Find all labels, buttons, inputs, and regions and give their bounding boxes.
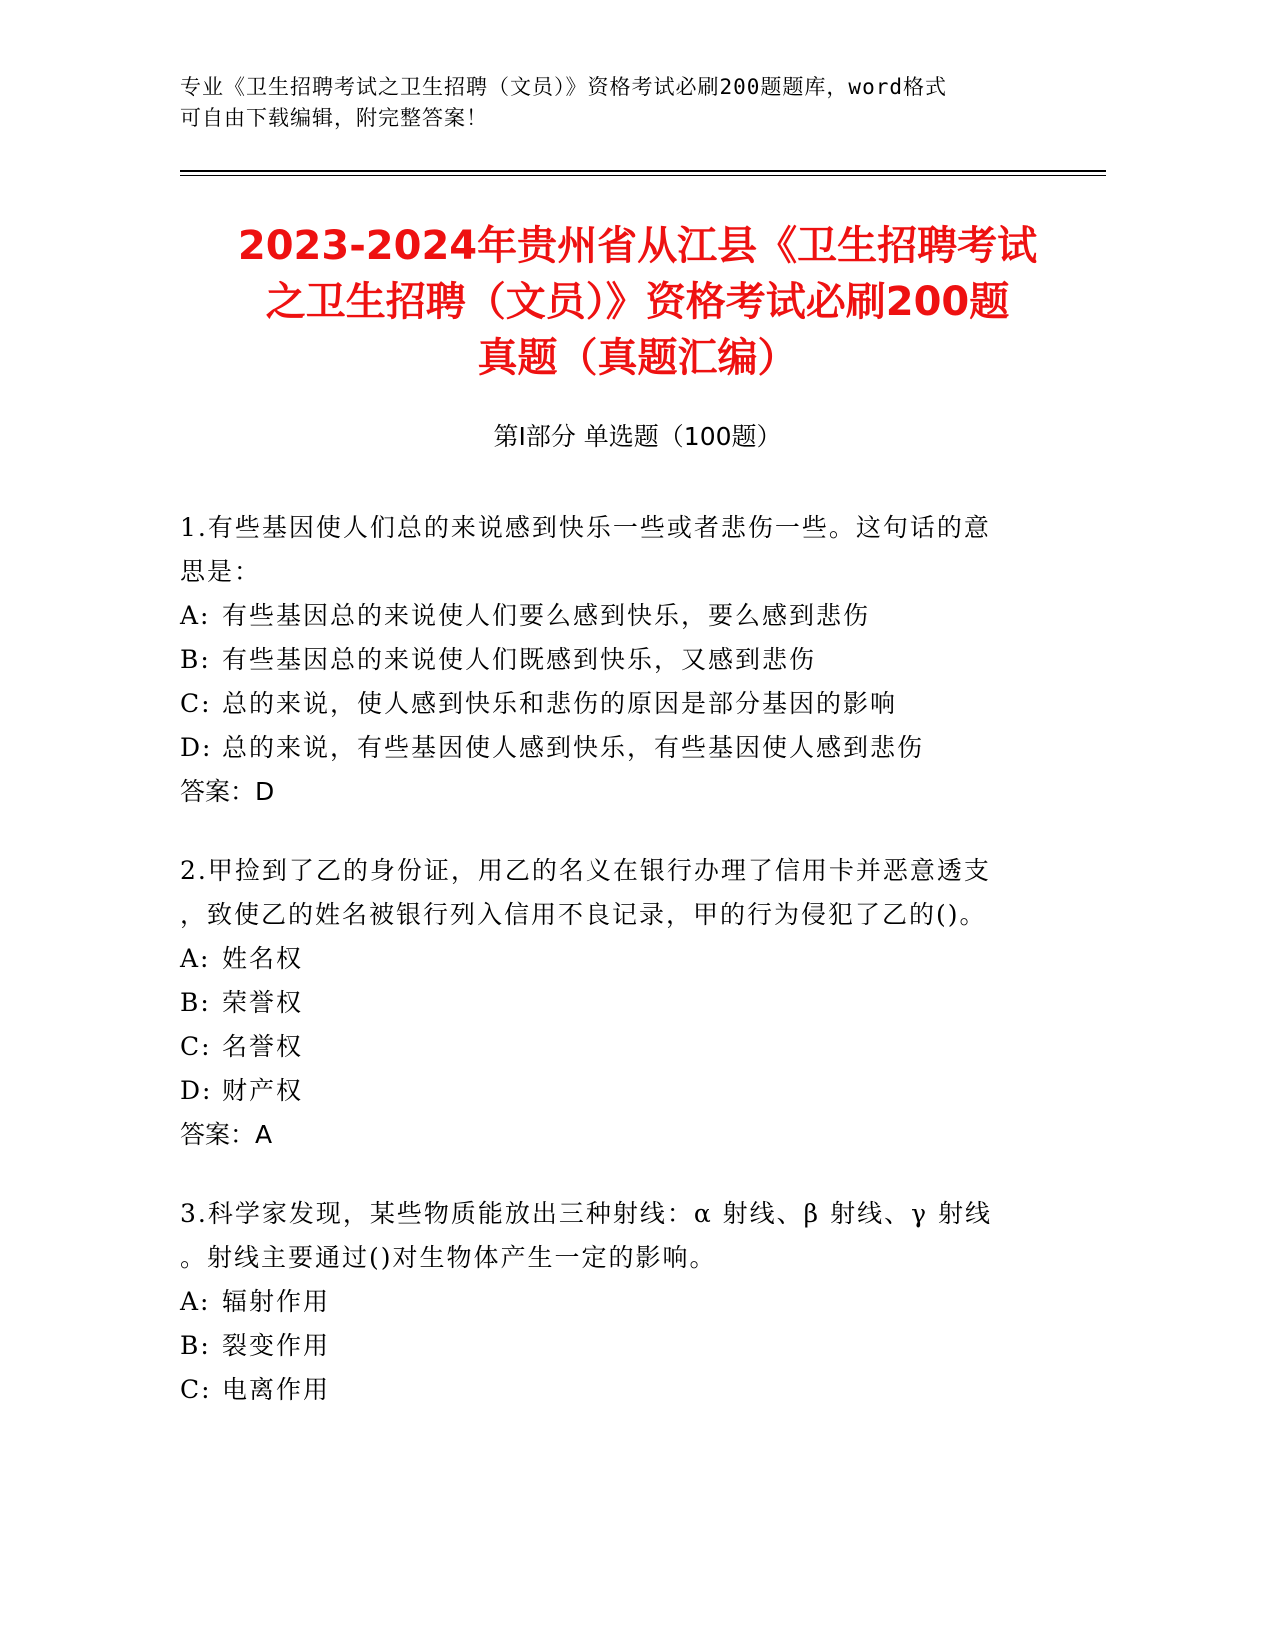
option-b [180,981,1060,1025]
question-stem-line: 2.甲捡到了乙的身份证，用乙的名义在银行办理了信用卡并恶意透支 [180,856,991,885]
option-b [180,1324,1060,1368]
option-text: 姓名权 [222,944,304,973]
option-key: B: [180,988,211,1017]
question-1 [180,506,1060,814]
option-text: 裂变作用 [222,1331,331,1360]
title-line: 真题（真题汇编） [477,335,798,381]
question-2 [180,849,1060,1157]
document-title [150,218,1125,386]
option-c [180,1368,1060,1412]
header-note-line: 专业《卫生招聘考试之卫生招聘（文员）》资格考试必刷200题题库，word格式 [180,75,947,99]
option-text: 总的来说，使人感到快乐和悲伤的原因是部分基因的影响 [222,689,898,718]
option-a [180,1280,1060,1324]
option-text: 财产权 [222,1076,304,1105]
option-b [180,638,1060,682]
option-key: A: [180,944,211,973]
option-key: C: [180,689,212,718]
question-stem-line: 。射线主要通过()对生物体产生一定的影响。 [180,1243,717,1272]
section-heading: 第I部分 单选题（100题） [493,422,782,451]
option-text: 总的来说，有些基因使人感到快乐，有些基因使人感到悲伤 [222,733,925,762]
question-stem-line: 思是： [180,557,262,586]
option-text: 有些基因总的来说使人们要么感到快乐，要么感到悲伤 [222,601,871,630]
option-text: 电离作用 [222,1375,331,1404]
option-text: 辐射作用 [222,1287,331,1316]
answer-line: 答案：A [180,1120,273,1149]
option-a [180,594,1060,638]
option-key: A: [180,601,211,630]
question-stem-line: 3.科学家发现，某些物质能放出三种射线：α 射线、β 射线、γ 射线 [180,1199,992,1228]
answer-line: 答案：D [180,777,275,806]
title-line: 之卫生招聘（文员）》资格考试必刷200题 [265,279,1010,325]
option-c [180,1025,1060,1069]
option-key: D: [180,1076,213,1105]
question-list [180,506,1060,1447]
header-note [180,72,1060,134]
option-text: 有些基因总的来说使人们既感到快乐，又感到悲伤 [222,645,817,674]
title-line: 2023-2024年贵州省从江县《卫生招聘考试 [237,223,1038,269]
option-c [180,682,1060,726]
header-divider-thin [180,175,1106,176]
option-key: C: [180,1375,212,1404]
option-d [180,1069,1060,1113]
option-key: B: [180,1331,211,1360]
question-3 [180,1192,1060,1412]
option-key: A: [180,1287,211,1316]
option-key: C: [180,1032,212,1061]
option-d [180,726,1060,770]
option-a [180,937,1060,981]
option-text: 荣誉权 [222,988,304,1017]
option-key: D: [180,733,213,762]
question-stem-line: ，致使乙的姓名被银行列入信用不良记录，甲的行为侵犯了乙的()。 [180,900,987,929]
option-text: 名誉权 [222,1032,304,1061]
option-key: B: [180,645,211,674]
question-stem-line: 1.有些基因使人们总的来说感到快乐一些或者悲伤一些。这句话的意 [180,513,991,542]
header-note-line: 可自由下载编辑，附完整答案！ [180,106,488,130]
header-divider [180,170,1106,172]
